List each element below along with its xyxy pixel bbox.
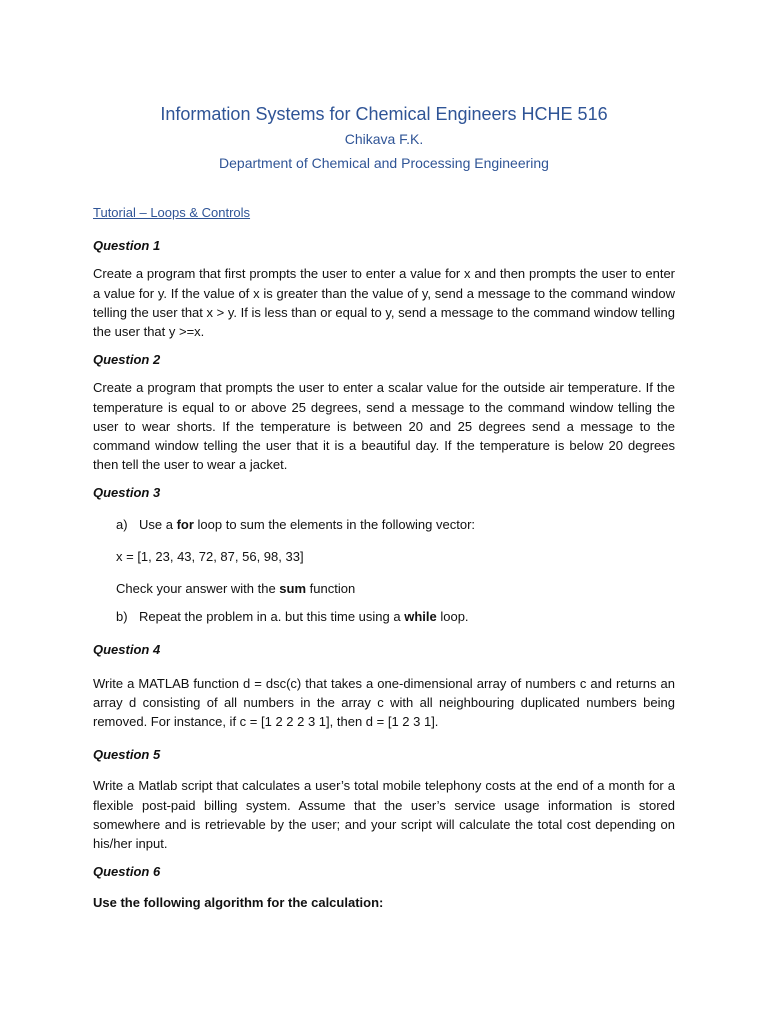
question-3-parts bbox=[93, 515, 675, 627]
question-6-heading: Question 6 bbox=[93, 864, 161, 880]
department-name: Department of Chemical and Processing Engineering bbox=[219, 155, 549, 171]
document-header bbox=[0, 101, 768, 175]
course-title: Information Systems for Chemical Engineers HCHE 516 bbox=[160, 104, 608, 124]
question-2-heading: Question 2 bbox=[93, 352, 161, 368]
document-body bbox=[93, 203, 675, 922]
question-1-heading: Question 1 bbox=[93, 238, 161, 254]
tutorial-subject: Tutorial – Loops & Controls bbox=[93, 205, 251, 220]
vector-definition: x = [1, 23, 43, 72, 87, 56, 98, 33] bbox=[116, 548, 304, 564]
question-3-heading: Question 3 bbox=[93, 485, 161, 501]
question-4-heading: Question 4 bbox=[93, 642, 161, 658]
check-instruction: Check your answer with the sum function bbox=[116, 581, 356, 597]
author-name: Chikava F.K. bbox=[344, 131, 424, 147]
question-4-text: Write a MATLAB function d = dsc(c) that takes a one-dimensional array of numbers c and returns an array d consisting of all numbers in the array c with all neighbouring duplicated numbers being removed. For instance, if c = [1 2 2 2 3 1], then d = [1 2 3 1]. bbox=[93, 675, 675, 730]
part-b-letter: b) bbox=[116, 609, 128, 625]
part-a-letter: a) bbox=[116, 516, 128, 532]
question-3-part-b bbox=[93, 607, 675, 626]
question-5-heading: Question 5 bbox=[93, 747, 161, 763]
part-a-text: Use a for loop to sum the elements in the following vector: bbox=[139, 516, 476, 532]
part-b-text: Repeat the problem in a. but this time using a while loop. bbox=[139, 609, 469, 625]
question-3-part-a bbox=[93, 515, 675, 534]
question-1-text: Create a program that first prompts the user to enter a value for x and then prompts the user to enter a value for y. If the value of x is greater than the value of y, send a message to the command window telling the user that x > y. If is less than or equal to y, send a message to the command window telling the user that y >=x. bbox=[93, 266, 675, 340]
question-2-text: Create a program that prompts the user to enter a scalar value for the outside air temperature. If the temperature is equal to or above 25 degrees, send a message to the command window telling the user to wear shorts. If the temperature is between 20 and 25 degrees send a message to the command window telling the user that it is a beautiful day. If the temperature is below 20 degrees then tell the user to wear a jacket. bbox=[93, 380, 675, 473]
question-5-text: Write a Matlab script that calculates a user’s total mobile telephony costs at the end of a month for a flexible post-paid billing system. Assume that the user’s service usage information is stored somewhere and is retrievable by the user; and your script will calculate the total cost depending on his/her input. bbox=[93, 778, 675, 852]
question-6-text: Use the following algorithm for the calculation: bbox=[93, 895, 384, 911]
